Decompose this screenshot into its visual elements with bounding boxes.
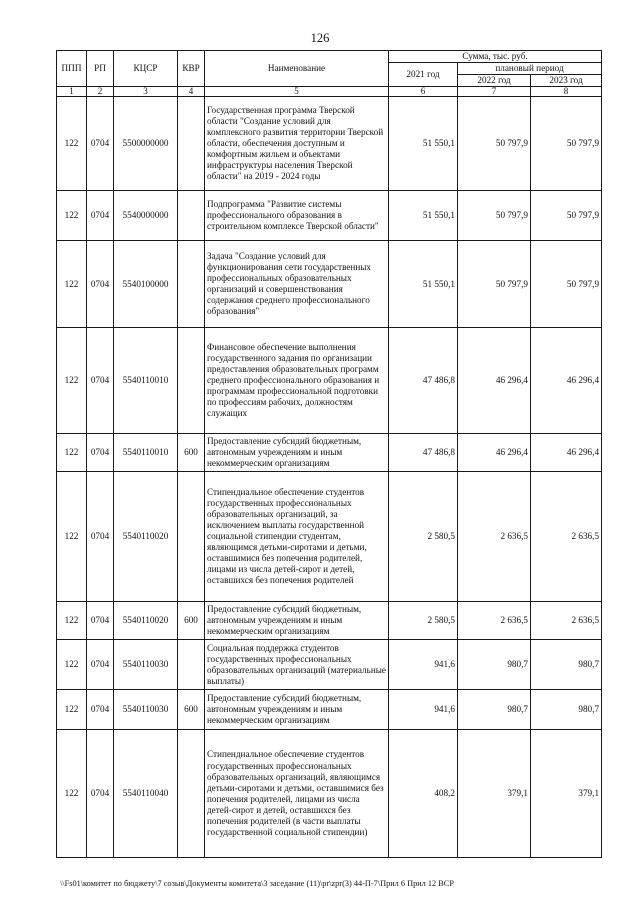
file-path-footer: \\Fs01\комитет по бюджету\7 созыв\Документы комитета\3 заседание (11)\pr\zpr(3) 44-П-7\Прил 6 Прил 12 ВСР [60,879,454,888]
column-number: 5 [205,87,389,97]
cell-kcsr: 5540110010 [114,434,178,472]
header-kcsr: КЦСР [114,51,178,87]
cell-2021: 47 486,8 [389,434,458,472]
header-ppp: ППП [57,51,87,87]
cell-name: Социальная поддержка студентов государственных профессиональных образовательных организаций (материальные выплаты) [205,640,389,690]
header-kvr: КВР [178,51,205,87]
table-row [57,690,602,730]
cell-2023: 980,7 [531,640,602,690]
cell-rp: 0704 [87,602,114,640]
cell-rp: 0704 [87,640,114,690]
cell-2023: 46 296,4 [531,434,602,472]
cell-2023: 2 636,5 [531,472,602,602]
column-number: 8 [531,87,602,97]
cell-name: Стипендиальное обеспечение студентов государственных профессиональных образовательных организаций, являющимся детьми-сиротами и детьми, оставшимися без попечения родителей, лицами из числа детей-сирот и детей, оставшихся без попечения родителей (в части выплаты государственной социальной стипендии) [205,730,389,858]
cell-kcsr: 5540100000 [114,241,178,328]
cell-ppp: 122 [57,690,87,730]
cell-kvr: 600 [178,602,205,640]
cell-kvr [178,241,205,328]
column-number: 2 [87,87,114,97]
cell-kvr: 600 [178,434,205,472]
cell-rp: 0704 [87,690,114,730]
table-row [57,434,602,472]
cell-kcsr: 5540110010 [114,328,178,434]
column-number-row [57,87,602,97]
budget-table [56,50,602,858]
cell-2021: 47 486,8 [389,328,458,434]
page-number: 126 [310,31,330,45]
cell-rp: 0704 [87,191,114,241]
cell-name: Государственная программа Тверской области "Создание условий для комплексного развития территории Тверской области, обеспечения доступным и комфортным жильем и объектами инфраструктуры населения Тверской области" на 2019 - 2024 годы [205,97,389,191]
cell-rp: 0704 [87,97,114,191]
cell-ppp: 122 [57,97,87,191]
cell-2022: 46 296,4 [458,434,531,472]
column-number: 7 [458,87,531,97]
cell-rp: 0704 [87,328,114,434]
cell-ppp: 122 [57,434,87,472]
cell-name: Предоставление субсидий бюджетным, автономным учреждениям и иным некоммерческим организациям [205,690,389,730]
header-name: Наименование [205,51,389,87]
cell-ppp: 122 [57,640,87,690]
cell-kvr [178,97,205,191]
cell-2022: 980,7 [458,640,531,690]
cell-2023: 50 797,9 [531,97,602,191]
table-row [57,602,602,640]
cell-kcsr: 5540110030 [114,640,178,690]
cell-2021: 941,6 [389,690,458,730]
column-number: 6 [389,87,458,97]
cell-kvr [178,472,205,602]
cell-kvr [178,730,205,858]
cell-rp: 0704 [87,730,114,858]
table-row [57,328,602,434]
header-planned-period: плановый период [458,63,602,75]
cell-2021: 2 580,5 [389,602,458,640]
cell-kcsr: 5540110020 [114,602,178,640]
table-row [57,730,602,858]
cell-2022: 46 296,4 [458,328,531,434]
cell-2023: 50 797,9 [531,241,602,328]
table-row [57,241,602,328]
cell-ppp: 122 [57,472,87,602]
cell-2023: 379,1 [531,730,602,858]
header-year-2022: 2022 год [458,75,531,87]
cell-kcsr: 5540110030 [114,690,178,730]
cell-2022: 50 797,9 [458,191,531,241]
cell-kvr [178,191,205,241]
cell-2023: 980,7 [531,690,602,730]
header-year-2021: 2021 год [389,63,458,87]
cell-ppp: 122 [57,602,87,640]
header-year-2023: 2023 год [531,75,602,87]
cell-2021: 51 550,1 [389,241,458,328]
cell-kcsr: 5540000000 [114,191,178,241]
table-row [57,97,602,191]
cell-2021: 51 550,1 [389,97,458,191]
table-row [57,472,602,602]
table-header [57,51,602,97]
table-row [57,191,602,241]
cell-2022: 50 797,9 [458,97,531,191]
cell-name: Задача "Создание условий для функционирования сети государственных профессиональных образовательных организаций и совершенствования содержания среднего профессионального образования" [205,241,389,328]
cell-rp: 0704 [87,434,114,472]
cell-2023: 46 296,4 [531,328,602,434]
table-body [57,97,602,858]
cell-name: Финансовое обеспечение выполнения государственного задания по организации предоставления образовательных программ среднего профессионального образования и программам профессиональной подготовки по профессиям рабочих, должностям служащих [205,328,389,434]
cell-2021: 2 580,5 [389,472,458,602]
cell-ppp: 122 [57,730,87,858]
cell-kcsr: 5500000000 [114,97,178,191]
cell-2022: 379,1 [458,730,531,858]
cell-kvr [178,640,205,690]
cell-name: Предоставление субсидий бюджетным, автономным учреждениям и иным некоммерческим организациям [205,434,389,472]
table-row [57,640,602,690]
cell-name: Подпрограмма "Развитие системы профессионального образования в строительном комплексе Тверской области" [205,191,389,241]
cell-2021: 408,2 [389,730,458,858]
cell-2021: 941,6 [389,640,458,690]
cell-2023: 50 797,9 [531,191,602,241]
cell-2022: 2 636,5 [458,472,531,602]
cell-kcsr: 5540110040 [114,730,178,858]
cell-rp: 0704 [87,472,114,602]
cell-ppp: 122 [57,191,87,241]
header-sum: Сумма, тыс. руб. [389,51,602,63]
header-rp: РП [87,51,114,87]
cell-kvr: 600 [178,690,205,730]
cell-2023: 2 636,5 [531,602,602,640]
cell-ppp: 122 [57,241,87,328]
cell-2022: 2 636,5 [458,602,531,640]
cell-kvr [178,328,205,434]
cell-2022: 50 797,9 [458,241,531,328]
cell-name: Предоставление субсидий бюджетным, автономным учреждениям и иным некоммерческим организациям [205,602,389,640]
column-number: 1 [57,87,87,97]
column-number: 4 [178,87,205,97]
cell-ppp: 122 [57,328,87,434]
cell-2022: 980,7 [458,690,531,730]
cell-name: Стипендиальное обеспечение студентов государственных профессиональных образовательных организаций, за исключением выплаты государственной социальной стипендии студентам, являющимся детьми-сиротами и детьми, оставшимися без попечения родителей, лицами из числа детей-сирот и детей, оставшихся без попечения родителей [205,472,389,602]
cell-rp: 0704 [87,241,114,328]
cell-kcsr: 5540110020 [114,472,178,602]
cell-2021: 51 550,1 [389,191,458,241]
column-number: 3 [114,87,178,97]
